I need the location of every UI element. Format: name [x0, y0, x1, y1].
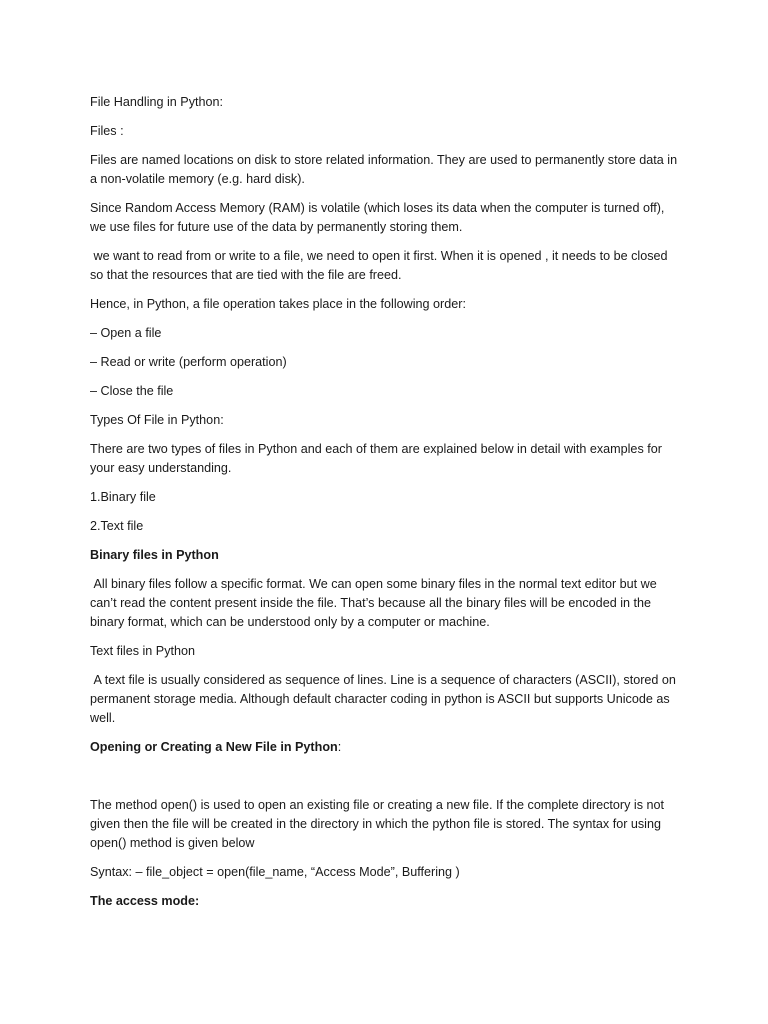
access-mode-heading: The access mode: — [90, 894, 200, 908]
paragraph-ram: Since Random Access Memory (RAM) is volatile (which loses its data when the computer is turned off), we use files for future use of the data by permanently storing them. — [90, 201, 668, 234]
paragraph-open-close: we want to read from or write to a file, we need to open it first. When it is opened , it needs to be closed so that the resources that are tied with the file are freed. — [90, 249, 672, 282]
opening-heading — [90, 738, 680, 757]
blank-line — [90, 767, 680, 796]
type-item: 2.Text file — [90, 519, 144, 533]
paragraph-order: Hence, in Python, a file operation takes place in the following order: — [90, 297, 466, 311]
opening-heading-bold: Opening or Creating a New File in Python — [90, 740, 338, 754]
paragraph-binary: All binary files follow a specific format. We can open some binary files in the normal text editor but we can’t read the content present inside the file. That’s because all the binary files will be encoded in the binary format, which can be understood only by a computer or machine. — [90, 577, 661, 629]
files-heading: Files : — [90, 124, 124, 138]
step-item: – Close the file — [90, 384, 174, 398]
document-title: File Handling in Python: — [90, 95, 224, 109]
step-item: – Read or write (perform operation) — [90, 355, 287, 369]
step-item: – Open a file — [90, 326, 162, 340]
types-heading: Types Of File in Python: — [90, 413, 224, 427]
binary-files-heading: Binary files in Python — [90, 548, 219, 562]
paragraph-open-method: The method open() is used to open an existing file or creating a new file. If the complete directory is not given then the file will be created in the directory in which the python file is stored. The syntax for using open() method is given below — [90, 798, 668, 850]
syntax-line: Syntax: – file_object = open(file_name, “Access Mode”, Buffering ) — [90, 865, 460, 879]
document-page — [90, 93, 680, 921]
opening-heading-suffix: : — [337, 740, 342, 754]
paragraph-types: There are two types of files in Python and each of them are explained below in detail with examples for your easy understanding. — [90, 442, 666, 475]
paragraph-text: A text file is usually considered as sequence of lines. Line is a sequence of characters (ASCII), stored on permanent storage media. Although default character coding in python is ASCII but supports Unicode as well. — [90, 673, 680, 725]
text-files-heading: Text files in Python — [90, 644, 195, 658]
type-item: 1.Binary file — [90, 490, 156, 504]
paragraph-files: Files are named locations on disk to store related information. They are used to permanently store data in a non-volatile memory (e.g. hard disk). — [90, 153, 681, 186]
